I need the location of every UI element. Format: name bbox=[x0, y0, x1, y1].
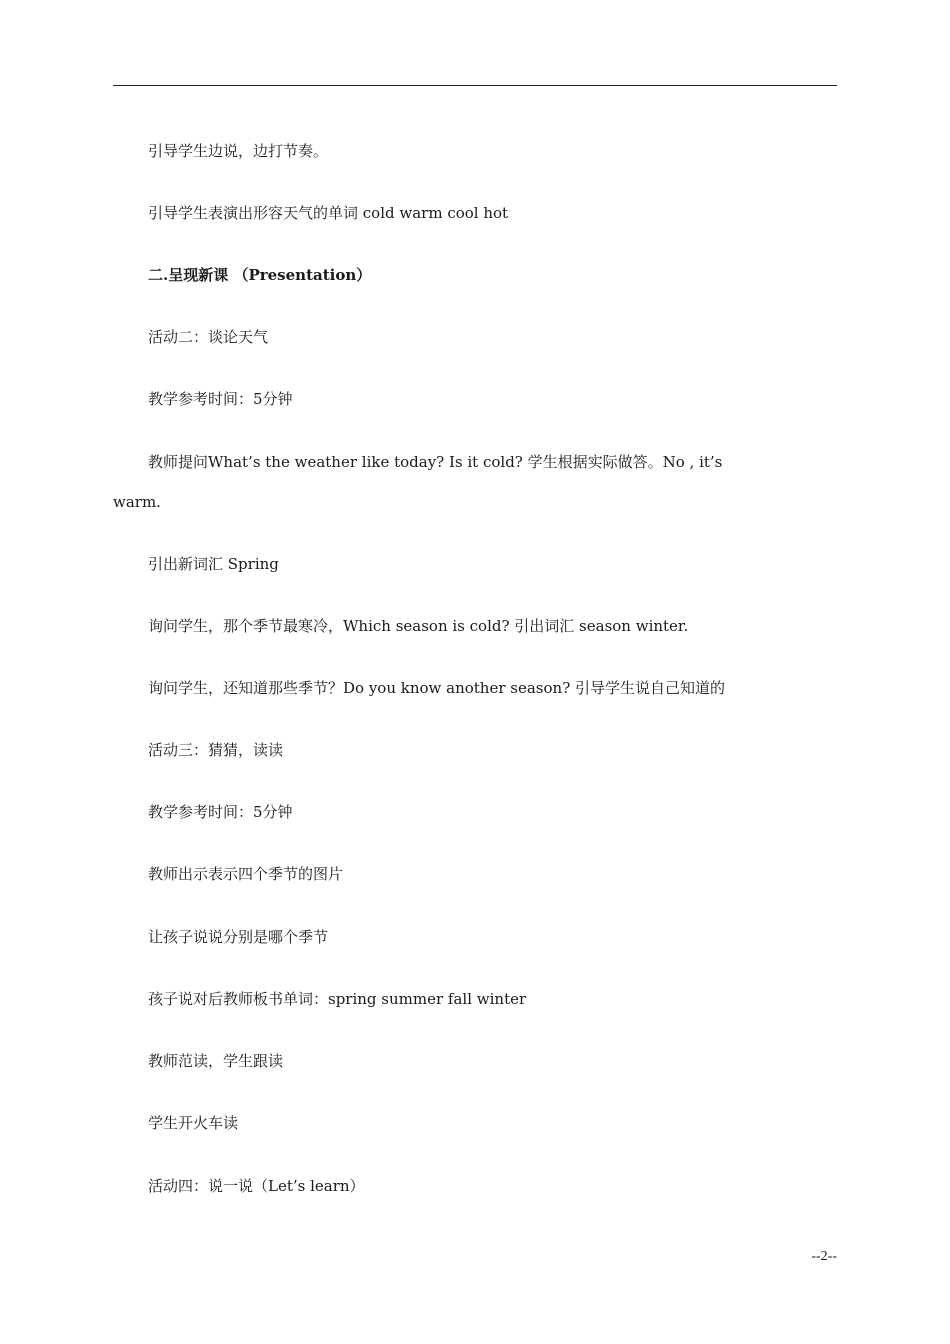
text-line: 教师提问What’s the weather like today? Is it cold? 学生根据实际做答。No , it’s bbox=[148, 453, 723, 471]
header-rule bbox=[113, 85, 837, 86]
text-line: 教学参考时间：5分钟 bbox=[148, 803, 293, 821]
activity-title: 活动三：猜猜，读读 bbox=[148, 741, 284, 759]
activity-title: 活动四：说一说（Let’s learn） bbox=[148, 1177, 365, 1195]
text-line: 教师范读，学生跟读 bbox=[148, 1052, 284, 1070]
section-heading: 二.呈现新课 （Presentation） bbox=[148, 266, 372, 284]
text-line: 引导学生表演出形容天气的单词 cold warm cool hot bbox=[148, 204, 509, 222]
text-line: 引导学生边说，边打节奏。 bbox=[148, 142, 329, 160]
text-line: 教师出示表示四个季节的图片 bbox=[148, 865, 344, 883]
text-line-continuation: warm. bbox=[113, 493, 161, 511]
text-line: 学生开火车读 bbox=[148, 1114, 239, 1132]
text-line: 询问学生，还知道那些季节？Do you know another season? 引导学生说自己知道的 bbox=[148, 679, 726, 697]
text-line: 让孩子说说分别是哪个季节 bbox=[148, 928, 329, 946]
activity-title: 活动二：谈论天气 bbox=[148, 328, 269, 346]
text-line: 询问学生，那个季节最寒冷，Which season is cold? 引出词汇 season winter. bbox=[148, 617, 689, 635]
text-line: 孩子说对后教师板书单词：spring summer fall winter bbox=[148, 990, 527, 1008]
text-line: 教学参考时间：5分钟 bbox=[148, 390, 293, 408]
text-line: 引出新词汇 Spring bbox=[148, 555, 279, 573]
page-number: --2-- bbox=[811, 1249, 837, 1264]
